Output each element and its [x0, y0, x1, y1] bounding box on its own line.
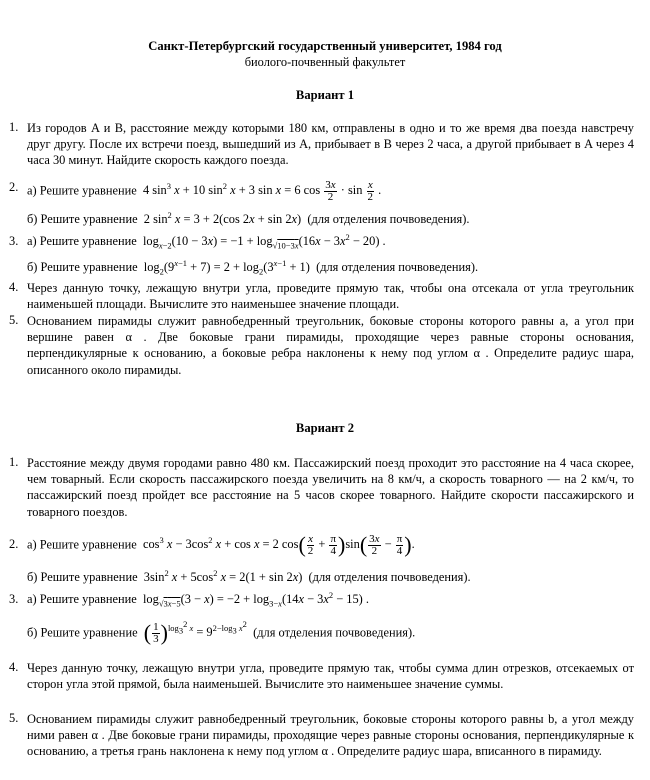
part-a-label: а) Решите уравнение — [27, 537, 137, 552]
document-subtitle: биолого-почвенный факультет — [244, 55, 406, 69]
part-b-label: б) Решите уравнение — [27, 625, 138, 640]
variant-2-title: Вариант 2 — [295, 421, 355, 435]
problem-number: 3. — [9, 234, 19, 248]
problem-number: 1. — [9, 455, 19, 469]
equation: ( $\frac{1}{3}$ )$^{log_3^2 x} = 9^{2-log_3 x^2}$ — [143, 619, 247, 646]
document-title: Санкт-Петербургский государственный университет, 1984 год — [148, 39, 502, 53]
part-a — [27, 231, 386, 251]
problem-text: Через данную точку, лежащую внутри угла, проведите прямую так, чтобы она отсекала от угла треугольник наименьшей площади. Вычислите это наименьшее значение площади. — [27, 281, 634, 312]
problem-number: 1. — [9, 120, 19, 134]
problem-number: 3. — [9, 592, 19, 606]
document-header — [0, 38, 650, 70]
part-b — [27, 619, 416, 646]
part-b-note: (для отделения почвоведения). — [316, 260, 479, 274]
part-a-label: а) Решите уравнение — [27, 592, 137, 606]
part-b-note: (для отделения почвоведения). — [307, 212, 470, 226]
problem-number: 2. — [9, 180, 19, 194]
part-b — [27, 567, 471, 585]
part-a-label: а) Решите уравнение — [27, 183, 137, 198]
equation: 2 $\sin^2 x = 3 + 2(\cos$ 2x + sin 2x) — [143, 209, 302, 226]
problem-text: Основанием пирамиды служит равнобедренный треугольник, боковые стороны которого равны b, а угол между ними равен α . Две боковые грани пирамиды, проходящие через равные стороны основания, перпендикулярные к основанию, а третья грань наклонена к нему под углом α . Определите радиус шара, вписанного в пирамиду. — [27, 712, 634, 759]
part-a — [27, 534, 415, 557]
part-b-label: б) Решите уравнение — [27, 570, 138, 584]
problem-text: Через данную точку, лежащую внутри угла, проведите прямую так, чтобы сумма длин отрезков, отсекаемых от сторон угла этой прямой, была наименьшей. Вычислите это наименьшее значение суммы. — [27, 661, 634, 692]
problem-number: 4. — [9, 280, 19, 294]
part-a — [27, 589, 370, 609]
equation: $3\sin^2$ $x + 5\cos^2$ x = 2(1 + sin 2x) — [143, 567, 303, 584]
problem-number: 2. — [9, 537, 19, 551]
problem-number: 5. — [9, 711, 19, 725]
equation: $\cos^3 x - 3\cos^2$ x + cos x = 2 cos( $\frac{x}{2}$ + $\frac{\pi}{4}$ )sin( $\frac{3x}{2}$ − $\frac{\pi}{4}$ ). — [142, 532, 415, 558]
variant-1-title: Вариант 1 — [295, 88, 355, 102]
part-b-note: (для отделения почвоведения). — [253, 625, 416, 640]
problem-text: Расстояние между двумя городами равно 480 км. Пассажирский поезд проходит это расстояние на 4 часа скорее, чем товарный. Если скорость пассажирского поезда увеличить на 8 км/ч, а скорость товарного — на 2 км/ч, то пассажирский поезд пройдет все расстояние на 5 часов скорее товарного. Найдите скорости пассажирского и товарного поездов. — [27, 456, 634, 519]
part-b-note: (для отделения почвоведения). — [308, 570, 471, 584]
part-b — [27, 257, 479, 277]
problem-number: 5. — [9, 313, 19, 327]
part-b-label: б) Решите уравнение — [27, 212, 138, 226]
part-b — [27, 209, 470, 227]
equation: $\log_2(9^{x-1} + 7) = 2 + \log_2(3^{x-1} + 1)$ — [143, 257, 310, 277]
equation: $\log_{x-2}(10 - 3x) = -1 + \log_{√10-3x}(16x - 3x^2 - 20)$ . — [142, 231, 386, 251]
equation: 4 $\sin^3 x + 10$ $\sin^2 x + 3$ sin x = 6 cos $\frac{3x}{2}$ · sin $\frac{x}{2}$ . — [142, 179, 382, 203]
part-b-label: б) Решите уравнение — [27, 260, 138, 274]
part-a-label: а) Решите уравнение — [27, 234, 137, 248]
problem-text: Основанием пирамиды служит равнобедренный треугольник, боковые стороны которого равны a, а угол при вершине равен α . Две боковые грани пирамиды, проходящие через равные стороны основания, перпендикулярные к основанию, а боковые ребра наклонены к нему под углом α . Определите радиус шара, описанного около пирамиды. — [27, 314, 634, 377]
problem-number: 4. — [9, 660, 19, 674]
part-a — [27, 180, 381, 203]
equation: $\log_{√3x-5}(3 - x) = -2 + \log_{3-x}(14x - 3x^2 - 15)$ . — [142, 589, 370, 609]
problem-text: Из городов A и B, расстояние между которыми 180 км, отправлены в одно и то же время два поезда навстречу друг другу. После их встречи поезд, вышедший из A, прибывает в B через 2 часа, а другой прибывает в A через 4 часа 30 минут. Найдите скорость каждого поезда. — [27, 121, 634, 168]
